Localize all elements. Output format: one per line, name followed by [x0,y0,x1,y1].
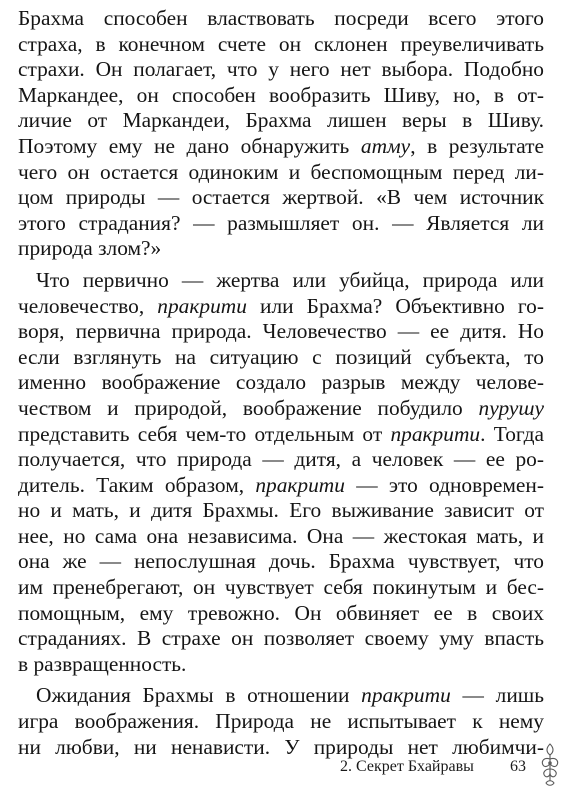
text-line: ни любви, ни ненависти. У природы нет любимчи- [18,734,544,759]
text-line: цом природы — остается жертвой. «В чем источник [18,185,544,210]
text-line: представить себя чем-то отдельным от пракрити. Тогда [18,421,544,446]
text-line: человечество, пракрити или Брахма? Объективно го- [18,293,544,318]
text-line: природа злом?» [18,236,162,261]
text-line: помощным, ему тревожно. Он обвиняет ее в своих [18,600,544,625]
text-line: дитель. Таким образом, пракрити — это одновремен- [18,472,544,497]
text-line: нее, но сама она независима. Она — жестокая мать, и [18,523,544,548]
text-line: Ожидания Брахмы в отношении пракрити — лишь [36,683,544,708]
text-line: чего он остается одиноким и беспомощным перед ли- [18,159,544,184]
paragraph [18,6,544,262]
text-line: Что первично — жертва или убийца, природа или [36,267,544,292]
floral-ornament-icon [538,741,562,789]
paragraph [18,683,544,760]
text-line: личие от Маркандеи, Брахма лишен веры в Шиву. [18,108,544,133]
text-line: Поэтому ему не дано обнаружить атму, в результате [18,133,544,158]
text-line: игра воображения. Природа не испытывает к нему [18,709,544,734]
text-line: в развращенность. [18,651,187,676]
text-line: если взглянуть на ситуацию с позиций субъекта, то [18,344,544,369]
text-line: но и мать, и дитя Брахмы. Его выживание зависит от [18,498,544,523]
text-line: она же — непослушная дочь. Брахма чувствует, что [18,549,544,574]
running-title: 2. Секрет Бхайравы [340,758,474,775]
text-line: чеством и природой, воображение побудило пурушу [18,395,544,420]
paragraph [18,268,544,678]
text-line: этого страдания? — размышляет он. — Является ли [18,210,544,235]
text-line: Брахма способен властвовать посреди всего этого [18,6,544,30]
text-line: им пренебрегают, он чувствует себя покинутым и бес- [18,575,544,600]
text-line: страха, в конечном счете он склонен преувеличивать [18,31,544,56]
text-line: получается, что природа — дитя, а человек — ее ро- [18,447,544,472]
text-line: страхи. Он полагает, что у него нет выбора. Подобно [18,57,544,82]
page-footer [0,755,568,795]
text-line: именно воображение создало разрыв между челове- [18,370,544,395]
text-line: воря, первична природа. Человечество — ее дитя. Но [18,319,544,344]
text-line: страданиях. В страхе он позволяет своему уму впасть [18,626,544,651]
book-page-text [18,6,544,760]
page-number: 63 [510,758,526,775]
text-line: Маркандее, он способен вообразить Шиву, но, в от- [18,82,544,107]
